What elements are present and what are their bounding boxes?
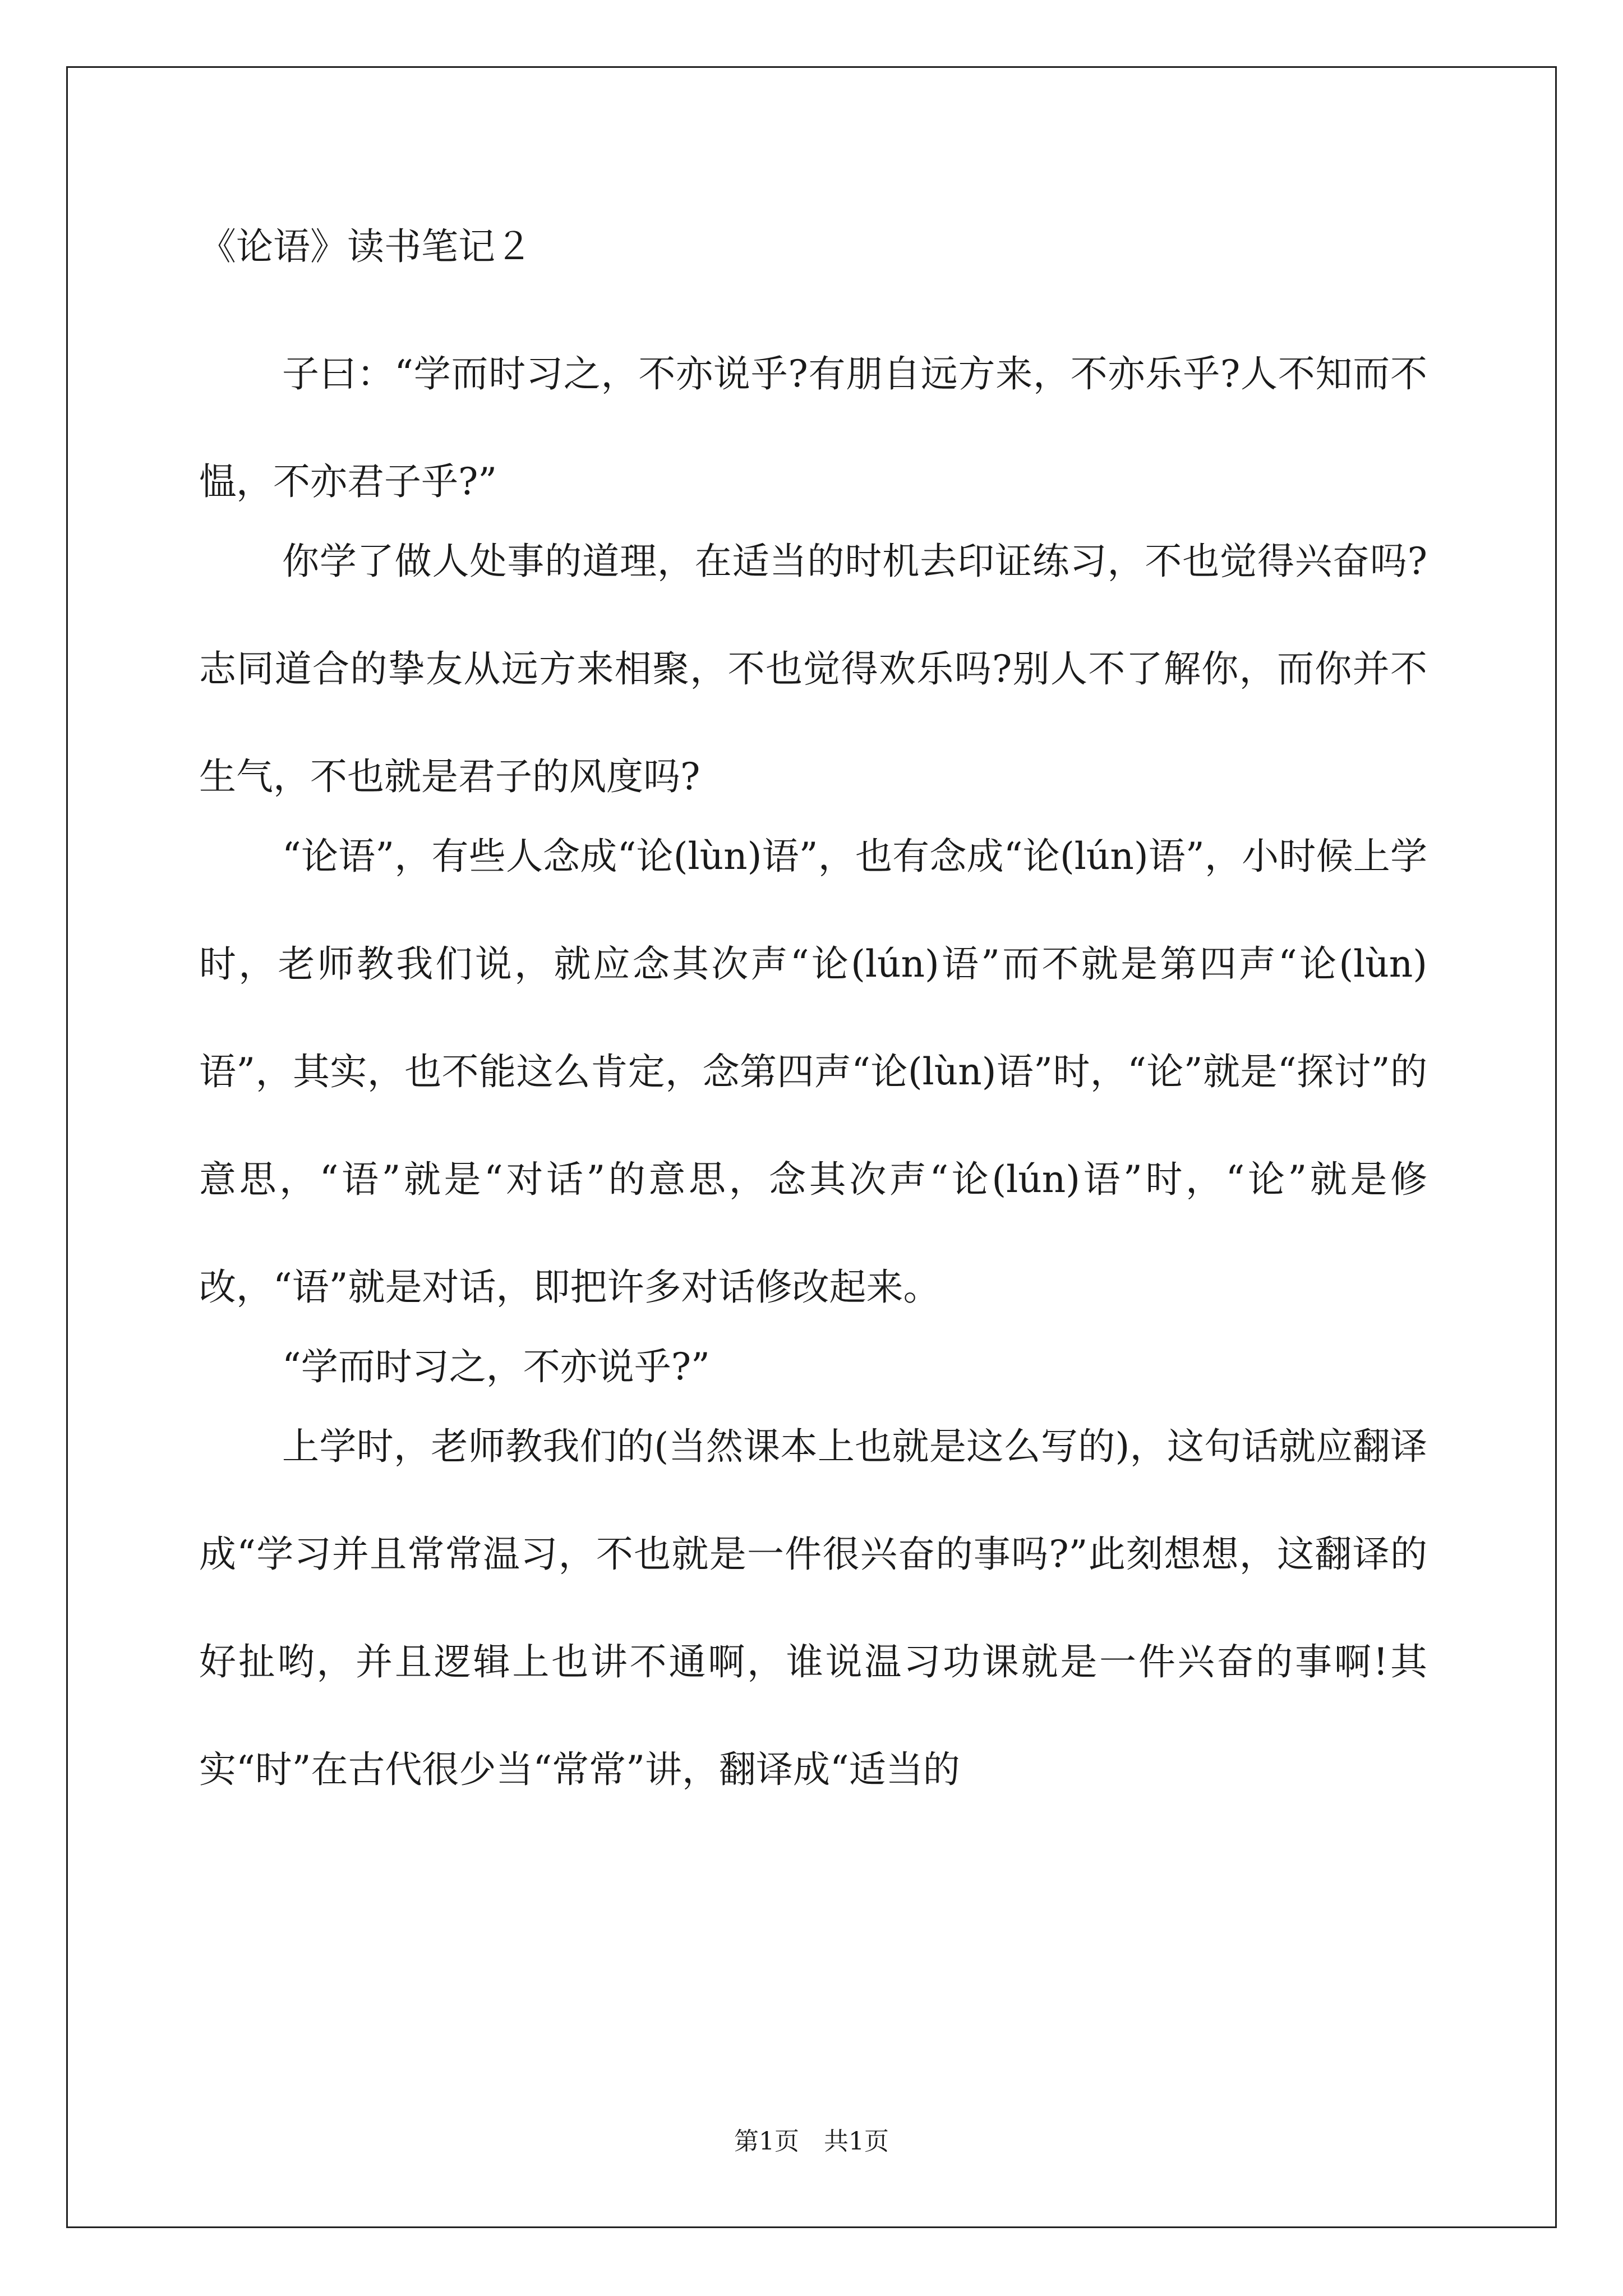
paragraph-explanation-2: 上学时，老师教我们的(当然课本上也就是这么写的)，这句话就应翻译成“学习并且常常温习，不也就是一件很兴奋的事吗?”此刻想想，这翻译的好扯哟，并且逻辑上也讲不通啊，谁说温习功课就是一件兴奋的事啊!其实“时”在古代很少当“常常”讲，翻译成“适当的 xyxy=(199,1425,1427,1791)
document-title: 《论语》读书笔记２ xyxy=(199,225,532,268)
paragraph-explanation-1: 你学了做人处事的道理，在适当的时机去印证练习，不也觉得兴奋吗?志同道合的挚友从远方来相聚，不也觉得欢乐吗?别人不了解你，而你并不生气，不也就是君子的风度吗? xyxy=(199,540,1427,798)
paragraph-quote-2: “学而时习之，不亦说乎?” xyxy=(282,1345,710,1388)
paragraph-quote-1: 子曰：“学而时习之，不亦说乎?有朋自远方来，不亦乐乎?人不知而不愠，不亦君子乎?” xyxy=(199,352,1427,503)
document-body xyxy=(199,222,1427,1824)
page-footer: 第1页 共1页 xyxy=(734,2127,889,2156)
paragraph-pronunciation: “论语”，有些人念成“论(lùn)语”，也有念成“论(lún)语”，小时候上学时，老师教我们说，就应念其次声“论(lún)语”而不就是第四声“论(lùn)语”，其实，也不能这么肯定，念第四声“论(lùn)语”时，“论”就是“探讨”的意思，“语”就是“对话”的意思，念其次声“论(lún)语”时，“论”就是修改，“语”就是对话，即把许多对话修改起来。 xyxy=(199,835,1427,1309)
